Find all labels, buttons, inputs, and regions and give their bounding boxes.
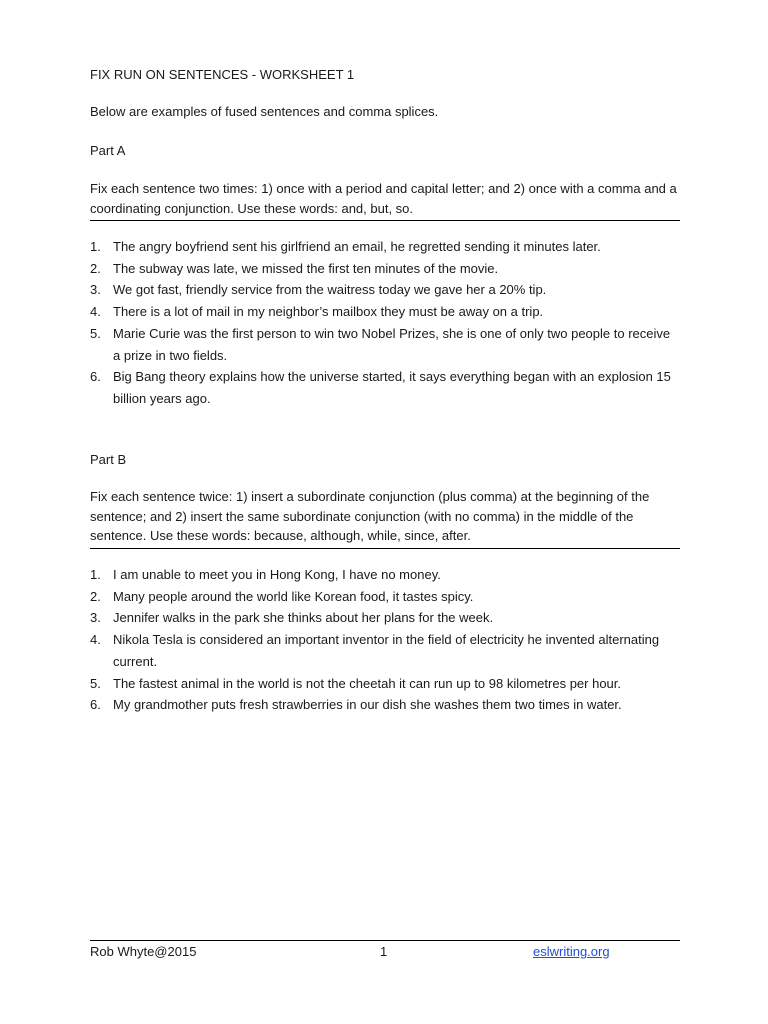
item-number: 2. (90, 588, 101, 604)
list-item (90, 564, 680, 586)
list-item (90, 694, 680, 716)
worksheet-page (90, 0, 680, 1024)
list-item (90, 629, 680, 672)
item-number: 3. (90, 610, 101, 626)
footer-website-link[interactable]: eslwriting.org (533, 944, 610, 959)
footer-page-number: 1 (380, 944, 388, 959)
part-a-list (90, 236, 680, 410)
list-item (90, 258, 680, 280)
list-item (90, 236, 680, 258)
list-item (90, 673, 680, 695)
item-number: 5. (90, 325, 101, 341)
list-item (90, 586, 680, 608)
list-item (90, 607, 680, 629)
item-number: 5. (90, 675, 101, 691)
list-item (90, 366, 680, 409)
part-a-heading: Part A (90, 143, 126, 158)
item-text: We got fast, friendly service from the waitress today we gave her a 20% tip. (113, 282, 547, 298)
item-number: 4. (90, 632, 101, 648)
item-number: 4. (90, 304, 101, 320)
item-text: Big Bang theory explains how the universe started, it says everything began with an explosion 15 billion years ago. (113, 369, 671, 406)
item-text: Marie Curie was the first person to win two Nobel Prizes, she is one of only two people to receive a prize in two fields. (113, 325, 671, 363)
part-a-instructions: Fix each sentence two times: 1) once with a period and capital letter; and 2) once with a comma and a coordinating conjunction. Use these words: and, but, so. (90, 179, 680, 221)
item-text: The fastest animal in the world is not the cheetah it can run up to 98 kilometres per hour. (113, 675, 622, 691)
part-b-instructions: Fix each sentence twice: 1) insert a subordinate conjunction (plus comma) at the beginning of the sentence; and 2) insert the same subordinate conjunction (with no comma) in the middle of the sentence. Use these words: because, although, while, since, after. (90, 487, 680, 549)
item-number: 6. (90, 697, 101, 713)
list-item (90, 279, 680, 301)
item-text: My grandmother puts fresh strawberries in our dish she washes them two times in water. (113, 697, 622, 713)
item-text: Nikola Tesla is considered an important inventor in the field of electricity he invented alternating current. (113, 632, 660, 669)
list-item (90, 323, 680, 366)
list-item (90, 301, 680, 323)
item-number: 6. (90, 369, 101, 385)
item-text: The subway was late, we missed the first ten minutes of the movie. (113, 260, 499, 276)
item-text: Jennifer walks in the park she thinks about her plans for the week. (113, 610, 494, 626)
item-number: 1. (90, 567, 101, 582)
part-b-heading: Part B (90, 452, 127, 467)
item-text: The angry boyfriend sent his girlfriend an email, he regretted sending it minutes later. (113, 239, 601, 254)
intro-text: Below are examples of fused sentences and comma splices. (90, 104, 439, 119)
footer-divider (90, 940, 680, 941)
part-b-list (90, 564, 680, 716)
item-text: Many people around the world like Korean food, it tastes spicy. (113, 588, 474, 604)
item-number: 1. (90, 239, 101, 254)
worksheet-title: FIX RUN ON SENTENCES - WORKSHEET 1 (90, 67, 355, 82)
item-text: I am unable to meet you in Hong Kong, I have no money. (113, 567, 441, 582)
item-text: There is a lot of mail in my neighbor’s mailbox they must be away on a trip. (113, 304, 544, 320)
item-number: 2. (90, 260, 101, 276)
item-number: 3. (90, 282, 101, 298)
footer-author: Rob Whyte@2015 (90, 944, 197, 959)
